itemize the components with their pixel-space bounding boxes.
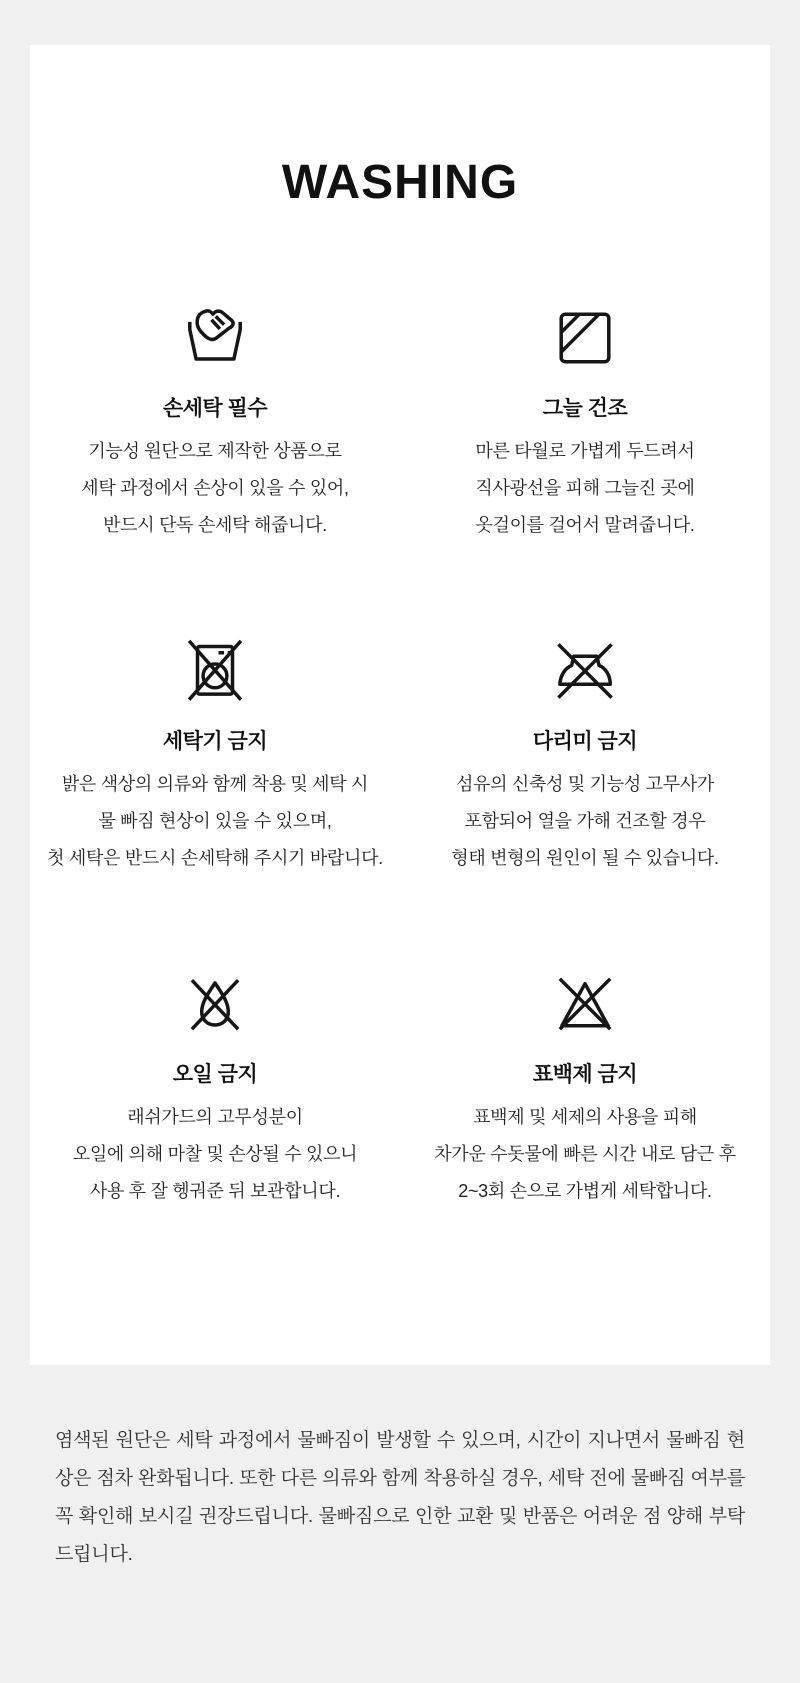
care-section-line: 차가운 수돗물에 빠른 시간 내로 담근 후 bbox=[434, 1144, 736, 1164]
no-bleach-icon bbox=[550, 969, 620, 1039]
care-section-heading: 손세탁 필수 bbox=[162, 397, 268, 420]
care-section-heading: 오일 금지 bbox=[172, 1063, 258, 1086]
care-section-line: 물 빠짐 현상이 있을 수 있으며, bbox=[98, 811, 332, 831]
page-title: WASHING bbox=[281, 156, 519, 209]
color-bleed-notice: 염색된 원단은 세탁 과정에서 물빠짐이 발생할 수 있으며, 시간이 지나면서 물빠짐 현상은 점차 완화됩니다. 또한 다른 의류와 함께 착용하실 경우, 세탁 전에 물빠짐 여부를 꼭 확인해 보시길 권장드립니다. 물빠짐으로 인한 교환 및 반품은 어려운 점 양해 부탁드립니다. bbox=[55, 1430, 745, 1565]
care-section-line: 첫 세탁은 반드시 손세탁해 주시기 바랍니다. bbox=[47, 848, 383, 868]
no-oil-icon bbox=[180, 969, 250, 1039]
care-section-line: 오일에 의해 마찰 및 손상될 수 있으니 bbox=[72, 1144, 358, 1164]
care-section-line: 기능성 원단으로 제작한 상품으로 bbox=[88, 441, 342, 461]
care-section-line: 표백제 및 세제의 사용을 피해 bbox=[473, 1107, 697, 1127]
care-section-line: 섬유의 신축성 및 기능성 고무사가 bbox=[455, 774, 715, 794]
care-section-line: 반드시 단독 손세탁 해줍니다. bbox=[103, 515, 327, 535]
care-section-line: 형태 변형의 원인이 될 수 있습니다. bbox=[451, 848, 719, 868]
care-section-line: 직사광선을 피해 그늘진 곳에 bbox=[475, 478, 695, 498]
care-section-heading: 세탁기 금지 bbox=[162, 730, 268, 753]
care-section-no-iron bbox=[400, 636, 770, 877]
care-section-line: 밝은 색상의 의류와 함께 착용 및 세탁 시 bbox=[61, 774, 369, 794]
care-instructions-grid bbox=[30, 303, 770, 1210]
care-section-heading: 표백제 금지 bbox=[532, 1063, 638, 1086]
care-section-line: 사용 후 잘 헹궈준 뒤 보관합니다. bbox=[89, 1181, 341, 1201]
no-machine-wash-icon bbox=[180, 636, 250, 706]
care-section-shade-dry bbox=[400, 303, 770, 544]
no-iron-icon bbox=[550, 636, 620, 706]
care-section-line: 세탁 과정에서 손상이 있을 수 있어, bbox=[81, 478, 349, 498]
care-section-line: 포함되어 열을 가해 건조할 경우 bbox=[464, 811, 706, 831]
care-section-line: 옷걸이를 걸어서 말려줍니다. bbox=[475, 515, 695, 535]
care-section-no-bleach bbox=[400, 969, 770, 1210]
shade-dry-icon bbox=[550, 303, 620, 373]
care-section-heading: 그늘 건조 bbox=[542, 397, 628, 420]
care-section-line: 2~3회 손으로 가볍게 세탁합니다. bbox=[458, 1181, 712, 1201]
washing-guide-card bbox=[30, 45, 770, 1365]
care-section-line: 마른 타월로 가볍게 두드려서 bbox=[475, 441, 695, 461]
care-section-line: 래쉬가드의 고무성분이 bbox=[127, 1107, 303, 1127]
care-section-hand-wash bbox=[30, 303, 400, 544]
hand-wash-icon bbox=[180, 303, 250, 373]
care-section-no-oil bbox=[30, 969, 400, 1210]
care-section-heading: 다리미 금지 bbox=[532, 730, 638, 753]
care-section-no-machine-wash bbox=[30, 636, 400, 877]
